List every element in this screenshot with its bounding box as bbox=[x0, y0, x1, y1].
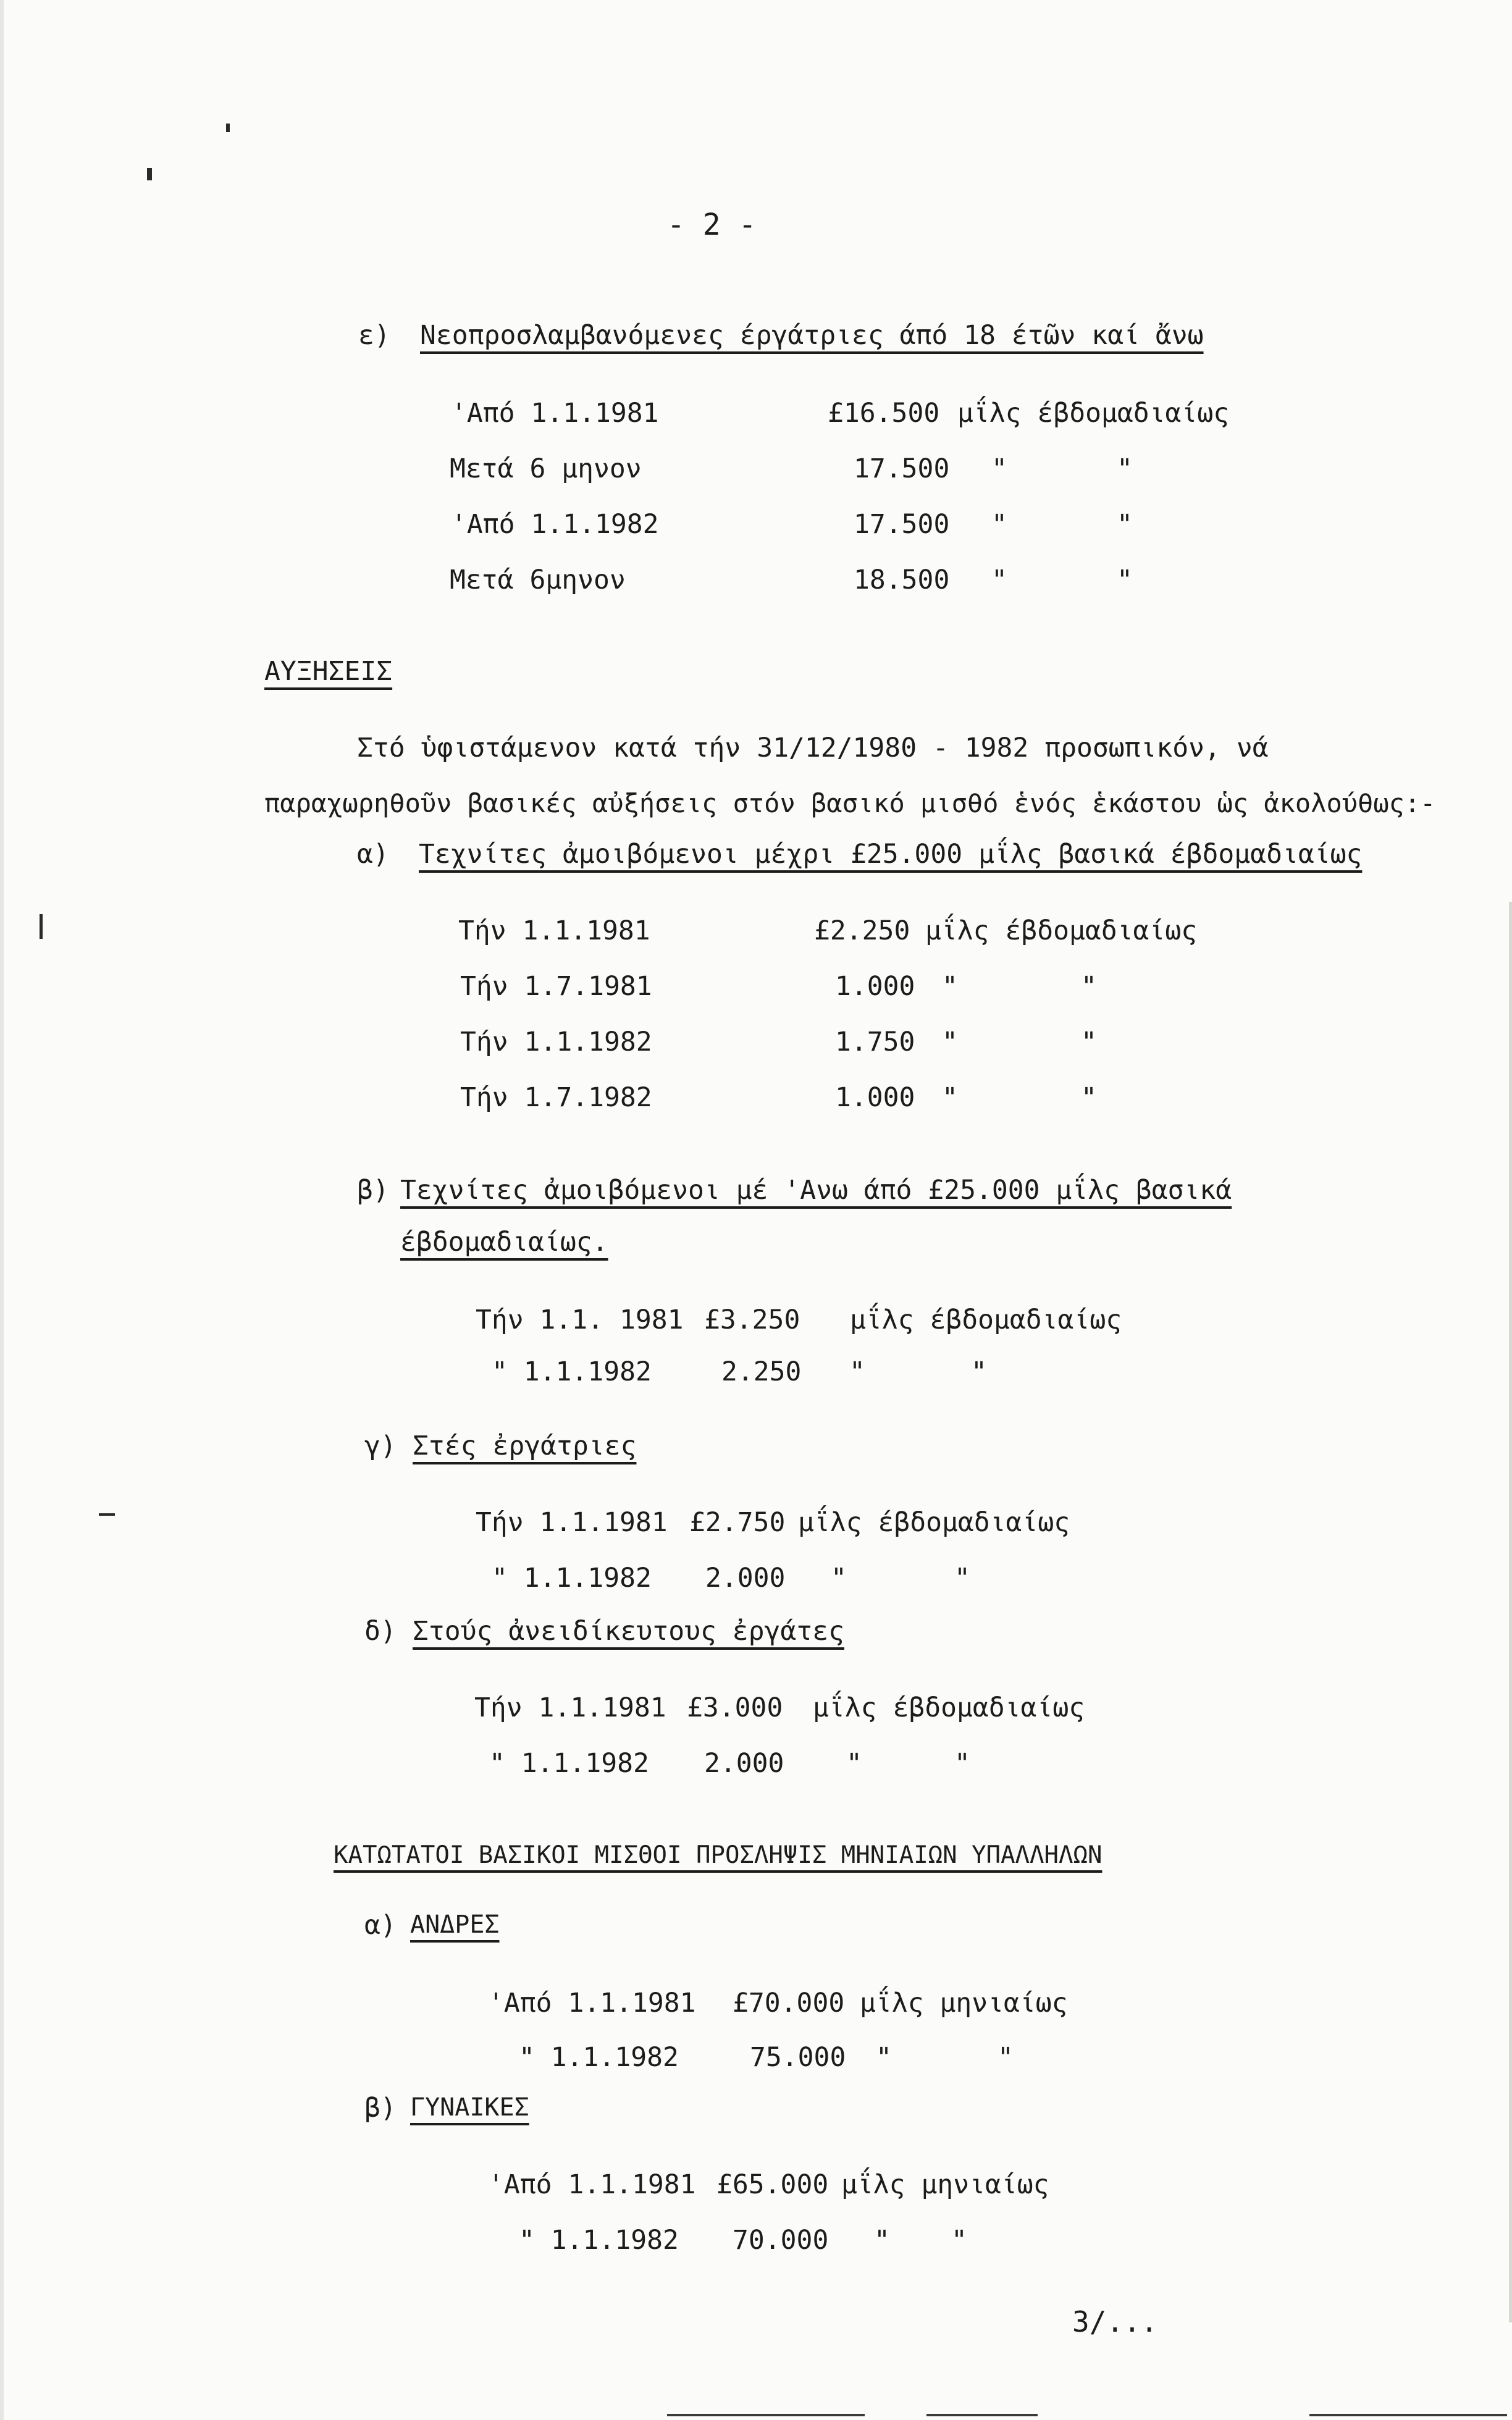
table-row-cell: " bbox=[849, 1356, 865, 1387]
table-row-cell: 70.000 bbox=[733, 2225, 829, 2256]
table-row-cell: " bbox=[954, 1563, 970, 1594]
scan-rule bbox=[926, 2414, 1038, 2416]
section-a-label: α) bbox=[357, 839, 389, 870]
table-row-cell: " bbox=[991, 453, 1007, 484]
table-row-cell: μΐλς έβδομαδιαίως bbox=[813, 1692, 1085, 1723]
table-row-cell: " bbox=[1081, 1027, 1097, 1057]
salaries-women-heading: ΓΥΝΑΙΚΕΣ bbox=[410, 2093, 529, 2122]
table-row-cell: " bbox=[971, 1356, 987, 1387]
table-row-cell: 1.750 bbox=[835, 1027, 915, 1057]
salaries-men-heading: ΑΝΔΡΕΣ bbox=[410, 1910, 500, 1939]
table-row-cell: " 1.1.1982 bbox=[489, 1748, 649, 1779]
section-e-label: ε) bbox=[358, 320, 390, 351]
table-row-cell: Μετά 6 μηνον bbox=[450, 453, 642, 484]
table-row-cell: " bbox=[1117, 565, 1133, 595]
scan-edge-left bbox=[0, 0, 4, 2420]
table-row-cell: 'Από 1.1.1982 bbox=[451, 509, 659, 540]
table-row-cell: Τήν 1.1.1982 bbox=[460, 1027, 652, 1057]
table-row-cell: 'Από 1.1.1981 bbox=[488, 2169, 696, 2200]
table-row-cell: 'Από 1.1.1981 bbox=[488, 1988, 696, 2019]
table-row-cell: " bbox=[991, 565, 1007, 595]
section-g-label: γ) bbox=[364, 1431, 397, 1461]
table-row-cell: " bbox=[876, 2042, 892, 2073]
table-row-cell: £3.000 bbox=[687, 1692, 783, 1723]
table-row-cell: 75.000 bbox=[750, 2042, 846, 2073]
table-row-cell: £2.250 bbox=[814, 915, 910, 946]
table-row-cell: " bbox=[942, 1027, 958, 1057]
table-row-cell: £70.000 bbox=[733, 1988, 845, 2019]
table-row-cell: " bbox=[942, 1082, 958, 1113]
raises-heading: ΑΥΞΗΣΕΙΣ bbox=[264, 656, 393, 687]
table-row-cell: £16.500 bbox=[828, 398, 940, 429]
table-row-cell: " bbox=[1117, 453, 1133, 484]
raises-intro-line-2: παραχωρηθοῦν βασικές αὐξήσεις στόν βασικό μισθό ἑνός ἑκάστου ὡς ἀκολούθως:- bbox=[264, 788, 1436, 818]
table-row-cell: " 1.1.1982 bbox=[492, 1356, 652, 1387]
section-b-heading-line-2: έβδομαδιαίως. bbox=[400, 1227, 608, 1258]
salaries-women-label: β) bbox=[364, 2093, 397, 2124]
table-row-cell: 18.500 bbox=[854, 565, 950, 595]
salaries-heading: ΚΑΤΩΤΑΤΟΙ ΒΑΣΙΚΟΙ ΜΙΣΘΟΙ ΠΡΟΣΛΗΨΙΣ ΜΗΝΙΑΙΩΝ ΥΠΑΛΛΗΛΩΝ bbox=[334, 1841, 1102, 1869]
section-g-heading: Στές ἐργάτριες bbox=[413, 1431, 637, 1461]
table-row-cell: " bbox=[1117, 509, 1133, 540]
table-row-cell: Τήν 1.7.1982 bbox=[460, 1082, 652, 1113]
scan-rule bbox=[667, 2414, 865, 2416]
table-row-cell: £65.000 bbox=[716, 2169, 829, 2200]
section-a-heading: Τεχνίτες ἀμοιβόμενοι μέχρι £25.000 μΐλς βασικά έβδομαδιαίως bbox=[419, 839, 1363, 870]
section-e-heading: Νεοπροσλαμβανόμενες έργάτριες άπό 18 έτῶν καί ἄνω bbox=[420, 320, 1204, 351]
table-row-cell: Τήν 1.1.1981 bbox=[474, 1692, 666, 1723]
table-row-cell: μΐλς έβδομαδιαίως bbox=[850, 1305, 1122, 1335]
raises-intro-line-1: Στό ὑφιστάμενον κατά τήν 31/12/1980 - 1982 προσωπικόν, νά bbox=[357, 733, 1269, 763]
table-row-cell: μΐλς μηνιαίως bbox=[860, 1988, 1068, 2019]
table-row-cell: £2.750 bbox=[689, 1507, 786, 1538]
scan-edge-right bbox=[1509, 902, 1512, 2322]
table-row-cell: " bbox=[998, 2042, 1014, 2073]
section-d-heading: Στούς ἀνειδίκευτους ἐργάτες bbox=[413, 1616, 844, 1647]
table-row-cell: 2.000 bbox=[704, 1748, 784, 1779]
table-row-cell: 2.000 bbox=[705, 1563, 786, 1594]
table-row-cell: 1.000 bbox=[835, 971, 915, 1002]
table-row-cell: 17.500 bbox=[854, 509, 950, 540]
table-row-cell: " bbox=[831, 1563, 847, 1594]
table-row-cell: 1.000 bbox=[835, 1082, 915, 1113]
salaries-men-label: α) bbox=[364, 1910, 397, 1941]
section-d-label: δ) bbox=[364, 1616, 397, 1647]
table-row-cell: Τήν 1.7.1981 bbox=[460, 971, 652, 1002]
table-row-cell: Τήν 1.1.1981 bbox=[476, 1507, 668, 1538]
table-row-cell: " bbox=[1081, 1082, 1097, 1113]
table-row-cell: μΐλς έβδομαδιαίως bbox=[925, 915, 1198, 946]
scan-speck bbox=[226, 124, 230, 132]
table-row-cell: " bbox=[874, 2225, 890, 2256]
table-row-cell: Τήν 1.1.1981 bbox=[458, 915, 650, 946]
table-row-cell: 'Από 1.1.1981 bbox=[451, 398, 659, 429]
scan-speck bbox=[40, 914, 43, 939]
table-row-cell: μΐλς έβδομαδιαίως bbox=[798, 1507, 1070, 1538]
table-row-cell: " bbox=[846, 1748, 862, 1779]
table-row-cell: " bbox=[1081, 971, 1097, 1002]
scan-speck bbox=[99, 1513, 115, 1516]
table-row-cell: " bbox=[951, 2225, 967, 2256]
table-row-cell: £3.250 bbox=[704, 1305, 800, 1335]
continuation-marker: 3/... bbox=[1072, 2305, 1158, 2338]
table-row-cell: " 1.1.1982 bbox=[492, 1563, 652, 1594]
section-b-label: β) bbox=[357, 1175, 389, 1206]
table-row-cell: Τήν 1.1. 1981 bbox=[476, 1305, 684, 1335]
section-b-heading-line-1: Τεχνίτες ἀμοιβόμενοι μέ 'Ανω άπό £25.000 μΐλς βασικά bbox=[400, 1175, 1232, 1206]
table-row-cell: Μετά 6μηνον bbox=[450, 565, 626, 595]
page-number: - 2 - bbox=[667, 208, 757, 242]
scan-speck bbox=[147, 168, 152, 180]
table-row-cell: " 1.1.1982 bbox=[519, 2225, 679, 2256]
table-row-cell: " 1.1.1982 bbox=[519, 2042, 679, 2073]
table-row-cell: μΐλς μηνιαίως bbox=[841, 2169, 1049, 2200]
table-row-cell: " bbox=[942, 971, 958, 1002]
table-row-cell: 17.500 bbox=[854, 453, 950, 484]
table-row-cell: " bbox=[954, 1748, 970, 1779]
scan-rule bbox=[1309, 2414, 1507, 2416]
table-row-cell: " bbox=[991, 509, 1007, 540]
table-row-cell: 2.250 bbox=[721, 1356, 802, 1387]
table-row-cell: μΐλς έβδομαδιαίως bbox=[957, 398, 1230, 429]
